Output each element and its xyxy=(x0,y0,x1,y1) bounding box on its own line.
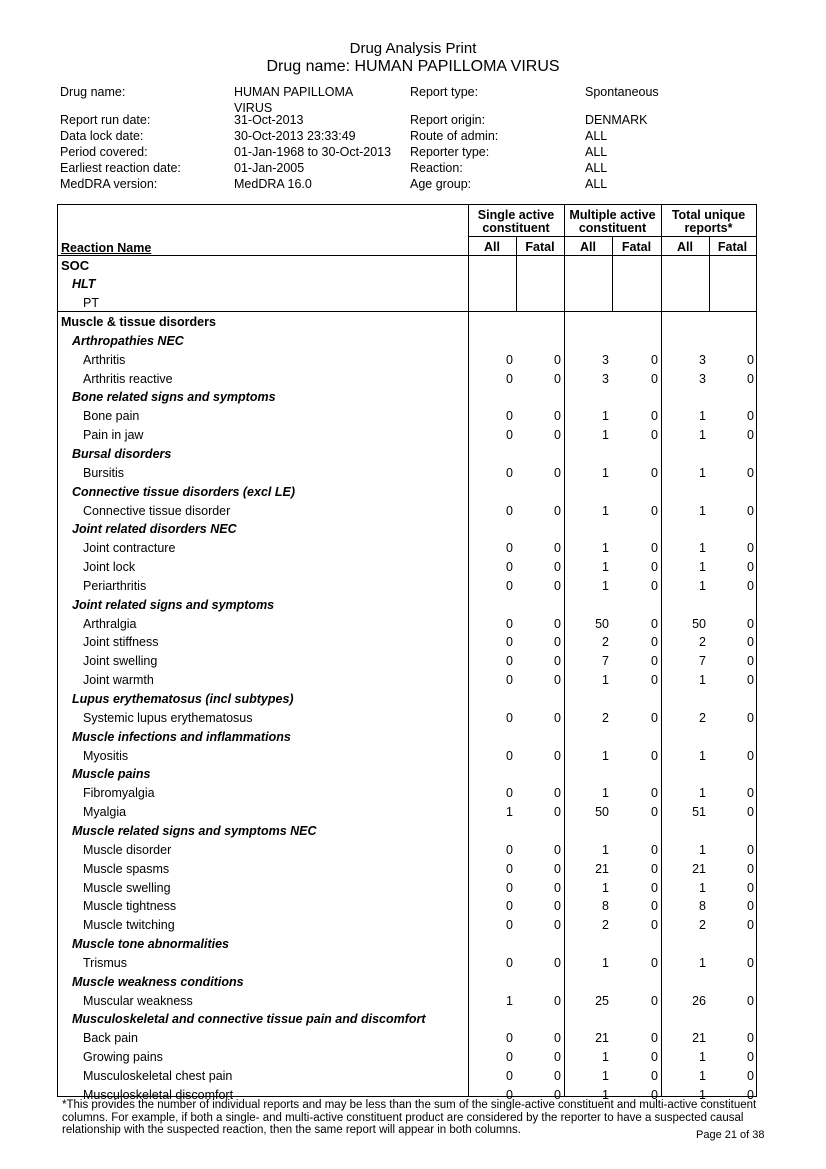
pt-name: Myositis xyxy=(83,748,129,763)
count-cell: 0 xyxy=(506,560,513,575)
count-cell: 0 xyxy=(506,428,513,443)
count-cell: 7 xyxy=(602,654,609,669)
count-cell: 1 xyxy=(602,578,609,593)
count-cell: 0 xyxy=(554,673,561,688)
count-cell: 0 xyxy=(554,1069,561,1083)
earliest-reaction-date-label: Earliest reaction date: xyxy=(60,161,181,175)
legend-pt: PT xyxy=(83,296,99,310)
count-cell: 1 xyxy=(602,673,609,688)
count-cell: 2 xyxy=(699,710,706,725)
hlt-name: Lupus erythematosus (incl subtypes) xyxy=(72,692,294,706)
count-cell: 0 xyxy=(554,541,561,556)
hlt-name: Joint related disorders NEC xyxy=(72,522,237,537)
pt-name: Muscle tightness xyxy=(83,899,177,914)
count-cell: 0 xyxy=(506,352,513,367)
pt-name: Fibromyalgia xyxy=(83,786,155,801)
count-cell: 0 xyxy=(747,1087,754,1102)
period-covered-value: 01-Jan-1968 to 30-Oct-2013 xyxy=(234,145,392,159)
count-cell: 7 xyxy=(699,654,706,669)
count-cell: 0 xyxy=(651,918,658,933)
count-cell: 0 xyxy=(651,842,658,857)
count-cell: 0 xyxy=(747,955,754,970)
count-cell: 0 xyxy=(554,616,561,631)
count-cell: 1 xyxy=(602,842,609,857)
count-cell: 21 xyxy=(692,861,706,876)
total-all-header: All xyxy=(677,240,693,254)
count-cell: 0 xyxy=(554,805,561,820)
count-cell: 0 xyxy=(651,371,658,386)
table-row xyxy=(58,1029,758,1048)
count-cell: 8 xyxy=(699,899,706,914)
count-cell: 1 xyxy=(699,955,706,970)
count-cell: 1 xyxy=(699,1050,706,1065)
hlt-name: Arthropathies NEC xyxy=(72,333,184,348)
count-cell: 0 xyxy=(554,861,561,876)
multiple-all-header: All xyxy=(580,240,596,254)
table-row xyxy=(58,1010,758,1029)
count-cell: 0 xyxy=(747,503,754,518)
count-cell: 1 xyxy=(699,1069,706,1083)
pt-name: Pain in jaw xyxy=(83,428,144,443)
soc-name: Muscle & tissue disorders xyxy=(61,315,216,329)
count-cell: 0 xyxy=(747,465,754,480)
count-cell: 1 xyxy=(699,578,706,593)
count-cell: 0 xyxy=(747,1031,754,1046)
table-row xyxy=(58,313,758,332)
hlt-name: Muscle related signs and symptoms NEC xyxy=(72,823,317,838)
count-cell: 1 xyxy=(699,541,706,556)
pt-name: Bursitis xyxy=(83,465,124,480)
count-cell: 0 xyxy=(651,861,658,876)
count-cell: 0 xyxy=(554,503,561,518)
pt-name: Joint swelling xyxy=(83,654,158,669)
count-cell: 0 xyxy=(747,748,754,763)
count-cell: 1 xyxy=(602,503,609,518)
report-type-value: Spontaneous xyxy=(585,85,659,99)
legend-rule xyxy=(58,311,756,312)
hlt-name: Muscle tone abnormalities xyxy=(72,937,229,952)
legend-hlt: HLT xyxy=(72,277,96,291)
count-cell: 51 xyxy=(692,805,706,820)
table-row xyxy=(58,577,758,596)
count-cell: 0 xyxy=(506,635,513,650)
hlt-name: Muscle pains xyxy=(72,767,151,782)
pt-name: Back pain xyxy=(83,1031,138,1046)
pt-name: Trismus xyxy=(83,955,127,970)
page-number: Page 21 of 38 xyxy=(696,1129,765,1141)
count-cell: 0 xyxy=(747,560,754,575)
count-cell: 0 xyxy=(747,654,754,669)
count-cell: 0 xyxy=(747,918,754,933)
route-of-admin-value: ALL xyxy=(585,129,608,143)
total-fatal-header: Fatal xyxy=(717,240,748,254)
count-cell: 0 xyxy=(651,955,658,970)
pt-name: Periarthritis xyxy=(83,578,147,593)
hlt-name: Connective tissue disorders (excl LE) xyxy=(72,484,295,499)
count-cell: 0 xyxy=(506,578,513,593)
count-cell: 0 xyxy=(554,918,561,933)
count-cell: 0 xyxy=(747,993,754,1008)
data-lock-date-value: 30-Oct-2013 23:33:49 xyxy=(234,129,356,143)
count-cell: 0 xyxy=(554,899,561,914)
count-cell: 21 xyxy=(692,1031,706,1046)
count-cell: 1 xyxy=(699,560,706,575)
report-type-label: Report type: xyxy=(410,85,479,99)
count-cell: 0 xyxy=(747,371,754,386)
count-cell: 0 xyxy=(506,616,513,631)
count-cell: 0 xyxy=(554,635,561,650)
count-cell: 0 xyxy=(506,880,513,895)
count-cell: 0 xyxy=(651,654,658,669)
pt-name: Musculoskeletal chest pain xyxy=(83,1069,233,1083)
drug-name-value: HUMAN PAPILLOMA VIRUS xyxy=(234,85,353,115)
count-cell: 1 xyxy=(699,786,706,801)
count-cell: 0 xyxy=(747,899,754,914)
count-cell: 0 xyxy=(506,1031,513,1046)
table-row xyxy=(58,351,758,370)
reporter-type-label: Reporter type: xyxy=(410,145,490,159)
count-cell: 0 xyxy=(747,1050,754,1065)
count-cell: 0 xyxy=(554,465,561,480)
table-row xyxy=(58,860,758,879)
reaction-value: ALL xyxy=(585,161,608,175)
count-cell: 0 xyxy=(651,541,658,556)
table-row xyxy=(58,407,758,426)
report-run-date-label: Report run date: xyxy=(60,113,151,127)
count-cell: 0 xyxy=(554,1050,561,1065)
count-cell: 0 xyxy=(506,710,513,725)
table-row xyxy=(58,633,758,652)
count-cell: 1 xyxy=(602,560,609,575)
count-cell: 3 xyxy=(699,352,706,367)
count-cell: 0 xyxy=(506,1069,513,1083)
count-cell: 1 xyxy=(506,993,513,1008)
count-cell: 0 xyxy=(506,955,513,970)
count-cell: 0 xyxy=(506,861,513,876)
pt-name: Muscle disorder xyxy=(83,842,172,857)
count-cell: 0 xyxy=(747,409,754,424)
hlt-name: Joint related signs and symptoms xyxy=(72,597,275,612)
age-group-value: ALL xyxy=(585,177,608,191)
count-cell: 0 xyxy=(554,371,561,386)
count-cell: 0 xyxy=(506,465,513,480)
table-row xyxy=(58,728,758,747)
drug-name-heading: Drug name: HUMAN PAPILLOMA VIRUS xyxy=(266,58,560,75)
table-row xyxy=(58,483,758,502)
table-row xyxy=(58,520,758,539)
count-cell: 0 xyxy=(554,409,561,424)
table-row xyxy=(58,803,758,822)
pt-name: Joint contracture xyxy=(83,541,176,556)
table-row xyxy=(58,879,758,898)
count-cell: 21 xyxy=(595,1031,609,1046)
count-cell: 0 xyxy=(651,805,658,820)
count-cell: 0 xyxy=(651,673,658,688)
count-cell: 0 xyxy=(747,842,754,857)
table-row xyxy=(58,652,758,671)
count-cell: 0 xyxy=(651,1069,658,1083)
single-active-header: Single active constituent xyxy=(477,208,555,235)
count-cell: 3 xyxy=(699,371,706,386)
hlt-name: Bursal disorders xyxy=(72,446,172,461)
count-cell: 0 xyxy=(506,1087,513,1102)
count-cell: 0 xyxy=(747,1069,754,1083)
count-cell: 50 xyxy=(595,805,609,820)
table-row xyxy=(58,973,758,992)
count-cell: 0 xyxy=(651,635,658,650)
report-origin-label: Report origin: xyxy=(410,113,486,127)
table-row xyxy=(58,426,758,445)
route-of-admin-label: Route of admin: xyxy=(410,129,499,143)
count-cell: 0 xyxy=(651,428,658,443)
count-cell: 0 xyxy=(651,786,658,801)
count-cell: 0 xyxy=(651,616,658,631)
table-row xyxy=(58,841,758,860)
count-cell: 0 xyxy=(506,503,513,518)
count-cell: 3 xyxy=(602,352,609,367)
count-cell: 50 xyxy=(595,616,609,631)
count-cell: 0 xyxy=(651,880,658,895)
table-row xyxy=(58,370,758,389)
pt-name: Joint lock xyxy=(83,560,136,575)
pt-name: Connective tissue disorder xyxy=(83,503,231,518)
pt-name: Arthritis reactive xyxy=(83,371,173,386)
count-cell: 0 xyxy=(506,654,513,669)
count-cell: 0 xyxy=(506,786,513,801)
count-cell: 0 xyxy=(747,861,754,876)
count-cell: 0 xyxy=(554,560,561,575)
count-cell: 8 xyxy=(602,899,609,914)
count-cell: 0 xyxy=(747,541,754,556)
count-cell: 2 xyxy=(602,918,609,933)
table-row xyxy=(58,464,758,483)
table-row xyxy=(58,897,758,916)
count-cell: 0 xyxy=(554,842,561,857)
count-cell: 1 xyxy=(602,880,609,895)
table-row xyxy=(58,1048,758,1067)
pt-name: Muscular weakness xyxy=(83,993,193,1008)
count-cell: 0 xyxy=(747,805,754,820)
hlt-name: Muscle weakness conditions xyxy=(72,974,244,989)
pt-name: Bone pain xyxy=(83,409,140,424)
count-cell: 1 xyxy=(602,1069,609,1083)
table-row xyxy=(58,747,758,766)
count-cell: 1 xyxy=(602,748,609,763)
period-covered-label: Period covered: xyxy=(60,145,148,159)
count-cell: 0 xyxy=(506,748,513,763)
count-cell: 0 xyxy=(747,428,754,443)
table-row xyxy=(58,388,758,407)
reaction-label: Reaction: xyxy=(410,161,463,175)
table-row xyxy=(58,615,758,634)
count-cell: 0 xyxy=(506,1050,513,1065)
meddra-version-label: MedDRA version: xyxy=(60,177,158,191)
pt-name: Arthralgia xyxy=(83,616,137,631)
reaction-name-header: Reaction Name xyxy=(61,241,152,255)
count-cell: 0 xyxy=(554,428,561,443)
table-row xyxy=(58,954,758,973)
table-row xyxy=(58,916,758,935)
drug-name-label: Drug name: xyxy=(60,85,126,99)
reaction-table xyxy=(57,204,757,1102)
count-cell: 1 xyxy=(602,409,609,424)
table-row xyxy=(58,502,758,521)
table-row xyxy=(58,445,758,464)
single-all-header: All xyxy=(484,240,500,254)
count-cell: 1 xyxy=(602,1050,609,1065)
count-cell: 0 xyxy=(747,710,754,725)
table-row xyxy=(58,784,758,803)
footnote: *This provides the number of individual reports and may be less than the sum of the single-active constituent and multi-active constituent columns. For example, if both a single- and multi-active constituent product are considered by the reporter to have a suspected causal relationship with the suspected reaction, then the same report will appear in both columns. xyxy=(62,1099,757,1136)
count-cell: 1 xyxy=(699,673,706,688)
count-cell: 0 xyxy=(651,560,658,575)
count-cell: 0 xyxy=(506,899,513,914)
count-cell: 0 xyxy=(747,635,754,650)
count-cell: 0 xyxy=(554,654,561,669)
count-cell: 21 xyxy=(595,861,609,876)
count-cell: 1 xyxy=(699,842,706,857)
count-cell: 0 xyxy=(651,465,658,480)
table-row xyxy=(58,671,758,690)
count-cell: 0 xyxy=(506,673,513,688)
count-cell: 0 xyxy=(747,616,754,631)
count-cell: 2 xyxy=(699,635,706,650)
count-cell: 0 xyxy=(651,409,658,424)
count-cell: 0 xyxy=(747,673,754,688)
table-row xyxy=(58,822,758,841)
multiple-active-header: Multiple active constituent xyxy=(569,208,656,235)
table-row xyxy=(58,539,758,558)
pt-name: Musculoskeletal discomfort xyxy=(83,1087,234,1102)
table-row xyxy=(58,992,758,1011)
earliest-reaction-date-value: 01-Jan-2005 xyxy=(234,161,305,175)
pt-name: Systemic lupus erythematosus xyxy=(83,710,253,725)
count-cell: 0 xyxy=(651,1087,658,1102)
total-unique-header: Total unique reports* xyxy=(671,208,746,235)
count-cell: 2 xyxy=(699,918,706,933)
count-cell: 1 xyxy=(699,465,706,480)
count-cell: 0 xyxy=(554,880,561,895)
count-cell: 0 xyxy=(554,1087,561,1102)
count-cell: 1 xyxy=(602,465,609,480)
pt-name: Joint warmth xyxy=(83,673,154,688)
count-cell: 2 xyxy=(602,635,609,650)
count-cell: 0 xyxy=(651,1050,658,1065)
count-cell: 0 xyxy=(651,352,658,367)
report-origin-value: DENMARK xyxy=(585,113,648,127)
count-cell: 1 xyxy=(602,428,609,443)
count-cell: 0 xyxy=(554,1031,561,1046)
count-cell: 0 xyxy=(651,899,658,914)
count-cell: 0 xyxy=(506,409,513,424)
count-cell: 1 xyxy=(602,541,609,556)
hlt-name: Muscle infections and inflammations xyxy=(72,729,291,744)
reporter-type-value: ALL xyxy=(585,145,608,159)
hlt-name: Bone related signs and symptoms xyxy=(72,390,276,405)
pt-name: Muscle spasms xyxy=(83,861,170,876)
count-cell: 0 xyxy=(651,993,658,1008)
count-cell: 0 xyxy=(747,786,754,801)
pt-name: Muscle twitching xyxy=(83,918,175,933)
count-cell: 0 xyxy=(554,955,561,970)
count-cell: 0 xyxy=(506,918,513,933)
count-cell: 0 xyxy=(747,880,754,895)
count-cell: 0 xyxy=(554,578,561,593)
count-cell: 26 xyxy=(692,993,706,1008)
count-cell: 1 xyxy=(602,786,609,801)
table-row xyxy=(58,690,758,709)
hlt-name: Musculoskeletal and connective tissue pain and discomfort xyxy=(72,1012,426,1027)
count-cell: 0 xyxy=(554,710,561,725)
count-cell: 1 xyxy=(699,503,706,518)
multiple-fatal-header: Fatal xyxy=(621,240,652,254)
count-cell: 0 xyxy=(554,352,561,367)
count-cell: 0 xyxy=(651,748,658,763)
table-row xyxy=(58,765,758,784)
data-lock-date-label: Data lock date: xyxy=(60,129,144,143)
count-cell: 0 xyxy=(651,710,658,725)
count-cell: 0 xyxy=(554,786,561,801)
table-row xyxy=(58,332,758,351)
table-row xyxy=(58,1067,758,1086)
pt-name: Growing pains xyxy=(83,1050,163,1065)
table-row xyxy=(58,558,758,577)
legend-soc: SOC xyxy=(61,258,90,273)
table-row xyxy=(58,709,758,728)
count-cell: 0 xyxy=(747,352,754,367)
header-rule xyxy=(468,236,757,237)
table-row xyxy=(58,596,758,615)
single-fatal-header: Fatal xyxy=(525,240,555,254)
pt-name: Myalgia xyxy=(83,805,127,820)
count-cell: 25 xyxy=(595,993,609,1008)
count-cell: 3 xyxy=(602,371,609,386)
count-cell: 0 xyxy=(506,541,513,556)
count-cell: 0 xyxy=(506,371,513,386)
pt-name: Joint stiffness xyxy=(83,635,159,650)
report-title: Drug Analysis Print xyxy=(349,40,477,57)
count-cell: 1 xyxy=(699,428,706,443)
count-cell: 1 xyxy=(699,409,706,424)
count-cell: 0 xyxy=(651,1031,658,1046)
meddra-version-value: MedDRA 16.0 xyxy=(234,177,312,191)
table-row xyxy=(58,935,758,954)
count-cell: 1 xyxy=(699,1087,706,1102)
count-cell: 0 xyxy=(747,578,754,593)
count-cell: 50 xyxy=(692,616,706,631)
count-cell: 0 xyxy=(554,748,561,763)
count-cell: 1 xyxy=(699,748,706,763)
count-cell: 0 xyxy=(651,503,658,518)
pt-name: Arthritis xyxy=(83,352,126,367)
count-cell: 0 xyxy=(651,578,658,593)
header-rule xyxy=(58,255,756,256)
age-group-label: Age group: xyxy=(410,177,472,191)
pt-name: Muscle swelling xyxy=(83,880,171,895)
report-run-date-value: 31-Oct-2013 xyxy=(234,113,304,127)
count-cell: 0 xyxy=(506,842,513,857)
count-cell: 1 xyxy=(506,805,513,820)
count-cell: 1 xyxy=(602,955,609,970)
count-cell: 2 xyxy=(602,710,609,725)
count-cell: 1 xyxy=(602,1087,609,1102)
count-cell: 1 xyxy=(699,880,706,895)
count-cell: 0 xyxy=(554,993,561,1008)
